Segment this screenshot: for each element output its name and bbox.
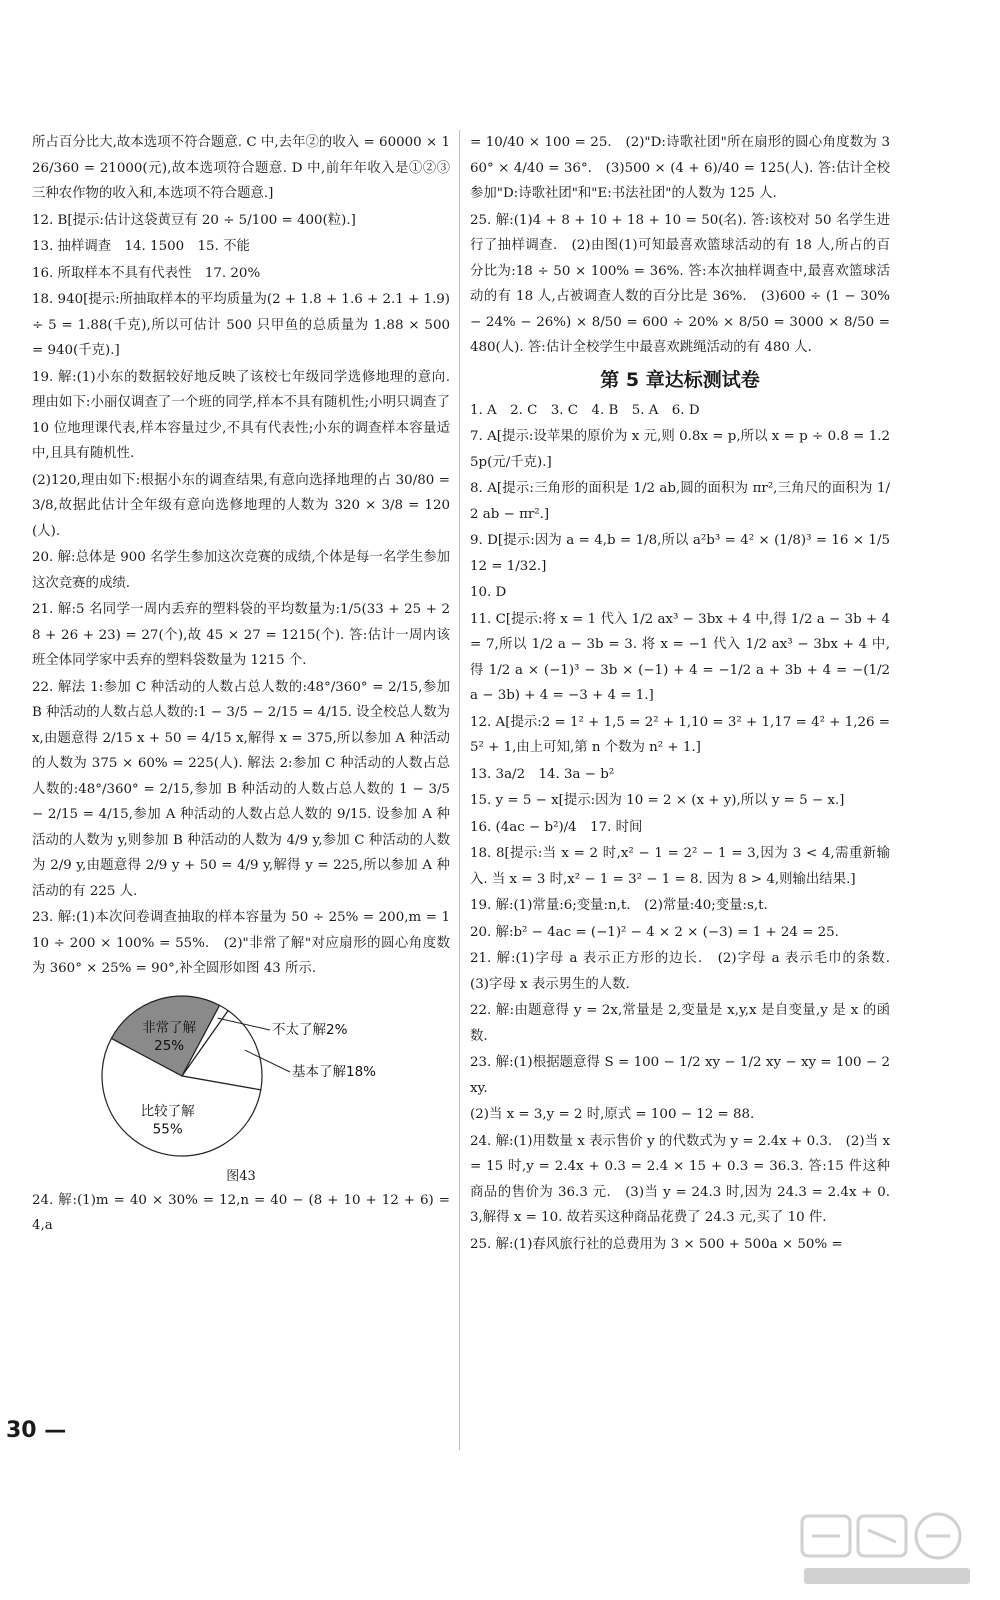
answer-paragraph: 21. 解:5 名同学一周内丢弃的塑料袋的平均数量为:1/5(33 + 25 + 28 + 26 + 23) = 27(个),故 45 × 27 = 1215(个). 答:估计一周内该班全体同学家中丢弃的塑料袋数量为 1215 个. [32,602,450,668]
answer-paragraph: 9. D[提示:因为 a = 4,b = 1/8,所以 a²b³ = 4² × (1/8)³ = 16 × 1/512 = 1/32.] [470,533,890,574]
column-divider [459,130,460,1450]
answer-paragraph: 12. B[提示:估计这袋黄豆有 20 ÷ 5/100 = 400(粒).] [32,212,356,228]
answer-paragraph: 22. 解:由题意得 y = 2x,常量是 2,变量是 x,y,x 是自变量,y 是 x 的函数. [470,1003,890,1044]
pie-slice-label: 非常了解 [142,1019,197,1036]
pie-chart [32,988,450,1163]
pie-chart-figure [32,988,450,1184]
pie-slice-label: 基本了解18% [292,1063,377,1080]
answer-paragraph: 18. 940[提示:所抽取样本的平均质量为(2 + 1.8 + 1.6 + 2.1 + 1.9) ÷ 5 = 1.88(千克),所以可估计 500 只甲鱼的总质量为 1.88 × 500 = 940(千克).] [32,292,451,358]
answer-paragraph: 10. D [470,585,507,600]
pie-slice-percent: 55% [152,1121,183,1138]
answer-paragraph: 23. 解:(1)根据题意得 S = 100 − 1/2 xy − 1/2 xy − xy = 100 − 2xy. [470,1055,890,1096]
answer-paragraph: 7. A[提示:设苹果的原价为 x 元,则 0.8x = p,所以 x = p ÷ 0.8 = 1.25p(元/千克).] [470,429,890,470]
answer-paragraph: 13. 3a/2 14. 3a − b² [470,766,615,782]
pie-slice-label: 比较了解 [140,1103,195,1120]
pie-slice-label: 不太了解2% [272,1021,348,1038]
answer-paragraph: 11. C[提示:将 x = 1 代入 1/2 ax³ − 3bx + 4 中,得 1/2 a − 3b + 4 = 7,所以 1/2 a − 3b = 3. 将 x = −1 代入 1/2 ax³ − 3bx + 4 中,得 1/2 a × (−1)³ − 3b × (−1) + 4 = −1/2 a + 3b + 4 = −(1/2 a − 3b) + 4 = −3 + 4 = 1.] [470,611,890,703]
answer-paragraph: 15. y = 5 − x[提示:因为 10 = 2 × (x + y),所以 y = 5 − x.] [470,793,845,808]
answer-paragraph: 16. 所取样本不具有代表性 17. 20% [32,265,261,281]
answer-paragraph: 8. A[提示:三角形的面积是 1/2 ab,圆的面积为 πr²,三角尺的面积为 1/2 ab − πr².] [470,481,890,522]
answer-paragraph: 25. 解:(1)春风旅行社的总费用为 3 × 500 + 500a × 50% = [470,1236,843,1252]
answer-paragraph: (2)120,理由如下:根据小东的调查结果,有意向选择地理的占 30/80 = 3/8,故据此估计全年级有意向选修地理的人数为 320 × 3/8 = 120(人). [32,472,450,539]
right-column [470,130,904,1258]
answer-paragraph: 21. 解:(1)字母 a 表示正方形的边长. (2)字母 a 表示毛巾的条数. (3)字母 x 表示男生的人数. [470,951,904,992]
answer-paragraph: 19. 解:(1)小东的数据较好地反映了该校七年级同学选修地理的意向. 理由如下:小丽仅调查了一个班的同学,样本不具有随机性;小明只调查了 10 位地理课代表,样本容量过少,不具有代表性;小东的调查样本容量适中,且具有随机性. [32,369,450,461]
answer-paragraph: 23. 解:(1)本次问卷调查抽取的样本容量为 50 ÷ 25% = 200,m = 110 ÷ 200 × 100% = 55%. (2)"非常了解"对应扇形的圆心角度数为 360° × 25% = 90°,补全圆形如图 43 所示. [32,910,450,976]
answer-paragraph: = 10/40 × 100 = 25. (2)"D:诗歌社团"所在扇形的圆心角度数为 360° × 4/40 = 36°. (3)500 × (4 + 6)/40 = 125(人). 答:估计全校参加"D:诗歌社团"和"E:书法社团"的人数为 125 人. [470,135,890,201]
answer-paragraph: 13. 抽样调查 14. 1500 15. 不能 [32,239,250,254]
answer-paragraph: 19. 解:(1)常量:6;变量:n,t. (2)常量:40;变量:s,t. [470,898,768,913]
left-column [32,130,450,1240]
answer-paragraph: 12. A[提示:2 = 1² + 1,5 = 2² + 1,10 = 3² + 1,17 = 4² + 1,26 = 5² + 1,由上可知,第 n 个数为 n² + 1.] [470,714,890,755]
answer-paragraph: 25. 解:(1)4 + 8 + 10 + 18 + 10 = 50(名). 答:该校对 50 名学生进行了抽样调查. (2)由图(1)可知最喜欢篮球活动的有 18 人,所占的百分比为:18 ÷ 50 × 100% = 36%. 答:本次抽样调查中,最喜欢篮球活动的有 18 人,占被调查人数的百分比是 36%. (3)600 ÷ (1 − 30% − 24% − 26%) × 8/50 = 600 ÷ 20% × 8/50 = 3000 × 8/50 = 480(人). 答:估计全校学生中最喜欢跳绳活动的有 480 人. [470,212,890,355]
answer-paragraph: 24. 解:(1)用数量 x 表示售价 y 的代数式为 y = 2.4x + 0.3. (2)当 x = 15 时,y = 2.4x + 0.3 = 2.4 × 15 + 0.3 = 36.3. 答:15 件这种商品的售价为 36.3 元. (3)当 y = 24.3 时,因为 24.3 = 2.4x + 0.3,解得 x = 10. 故若买这种商品花费了 24.3 元,买了 10 件. [470,1133,890,1225]
answer-paragraph: 22. 解法 1:参加 C 种活动的人数占总人数的:48°/360° = 2/15,参加 B 种活动的人数占总人数的:1 − 3/5 − 2/15 = 4/15. 设全校总人数为 x,由题意得 2/15 x + 50 = 4/15 x,解得 x = 375,所以参加 A 种活动的人数为 375 × 60% = 225(人). 解法 2:参加 C 种活动的人数占总人数的:48°/360° = 2/15,参加 B 种活动的人数占总人数的 1 − 3/5 − 2/15 = 4/15,参加 A 种活动的人数占总人数的 9/15. 设参加 A 种活动的人数为 y,则参加 B 种活动的人数为 4/9 y,参加 C 种活动的人数为 2/9 y,由题意得 2/9 y + 50 = 4/9 y,解得 y = 225,所以参加 A 种活动的有 225 人. [32,679,450,899]
answer-paragraph: 18. 8[提示:当 x = 2 时,x² − 1 = 2² − 1 = 3,因为 3 < 4,需重新输入. 当 x = 3 时,x² − 1 = 3² − 1 = 8. 因为 8 > 4,则输出结果.] [470,846,890,887]
answer-paragraph: 所占百分比大,故本选项不符合题意. C 中,去年②的收入 = 60000 × 126/360 = 21000(元),故本选项符合题意. D 中,前年年收入是①②③三种农作物的收入和,本选项不符合题意.] [32,135,450,201]
watermark-logo [798,1510,976,1590]
answer-paragraph: 20. 解:总体是 900 名学生参加这次竞赛的成绩,个体是每一名学生参加这次竞赛的成绩. [32,550,450,591]
page-number: 30 — [6,1418,67,1443]
section-title: 第 5 章达标测试卷 [600,368,760,391]
answer-paragraph: 1. A 2. C 3. C 4. B 5. A 6. D [470,402,700,418]
answer-paragraph: 24. 解:(1)m = 40 × 30% = 12,n = 40 − (8 + 10 + 12 + 6) = 4,a [32,1192,450,1233]
answer-paragraph: 16. (4ac − b²)/4 17. 时间 [470,819,643,835]
answer-paragraph: (2)当 x = 3,y = 2 时,原式 = 100 − 12 = 88. [470,1107,755,1122]
figure-caption: 图43 [226,1168,256,1184]
pie-slice-percent: 25% [154,1037,185,1054]
answer-paragraph: 20. 解:b² − 4ac = (−1)² − 4 × 2 × (−3) = 1 + 24 = 25. [470,924,839,940]
